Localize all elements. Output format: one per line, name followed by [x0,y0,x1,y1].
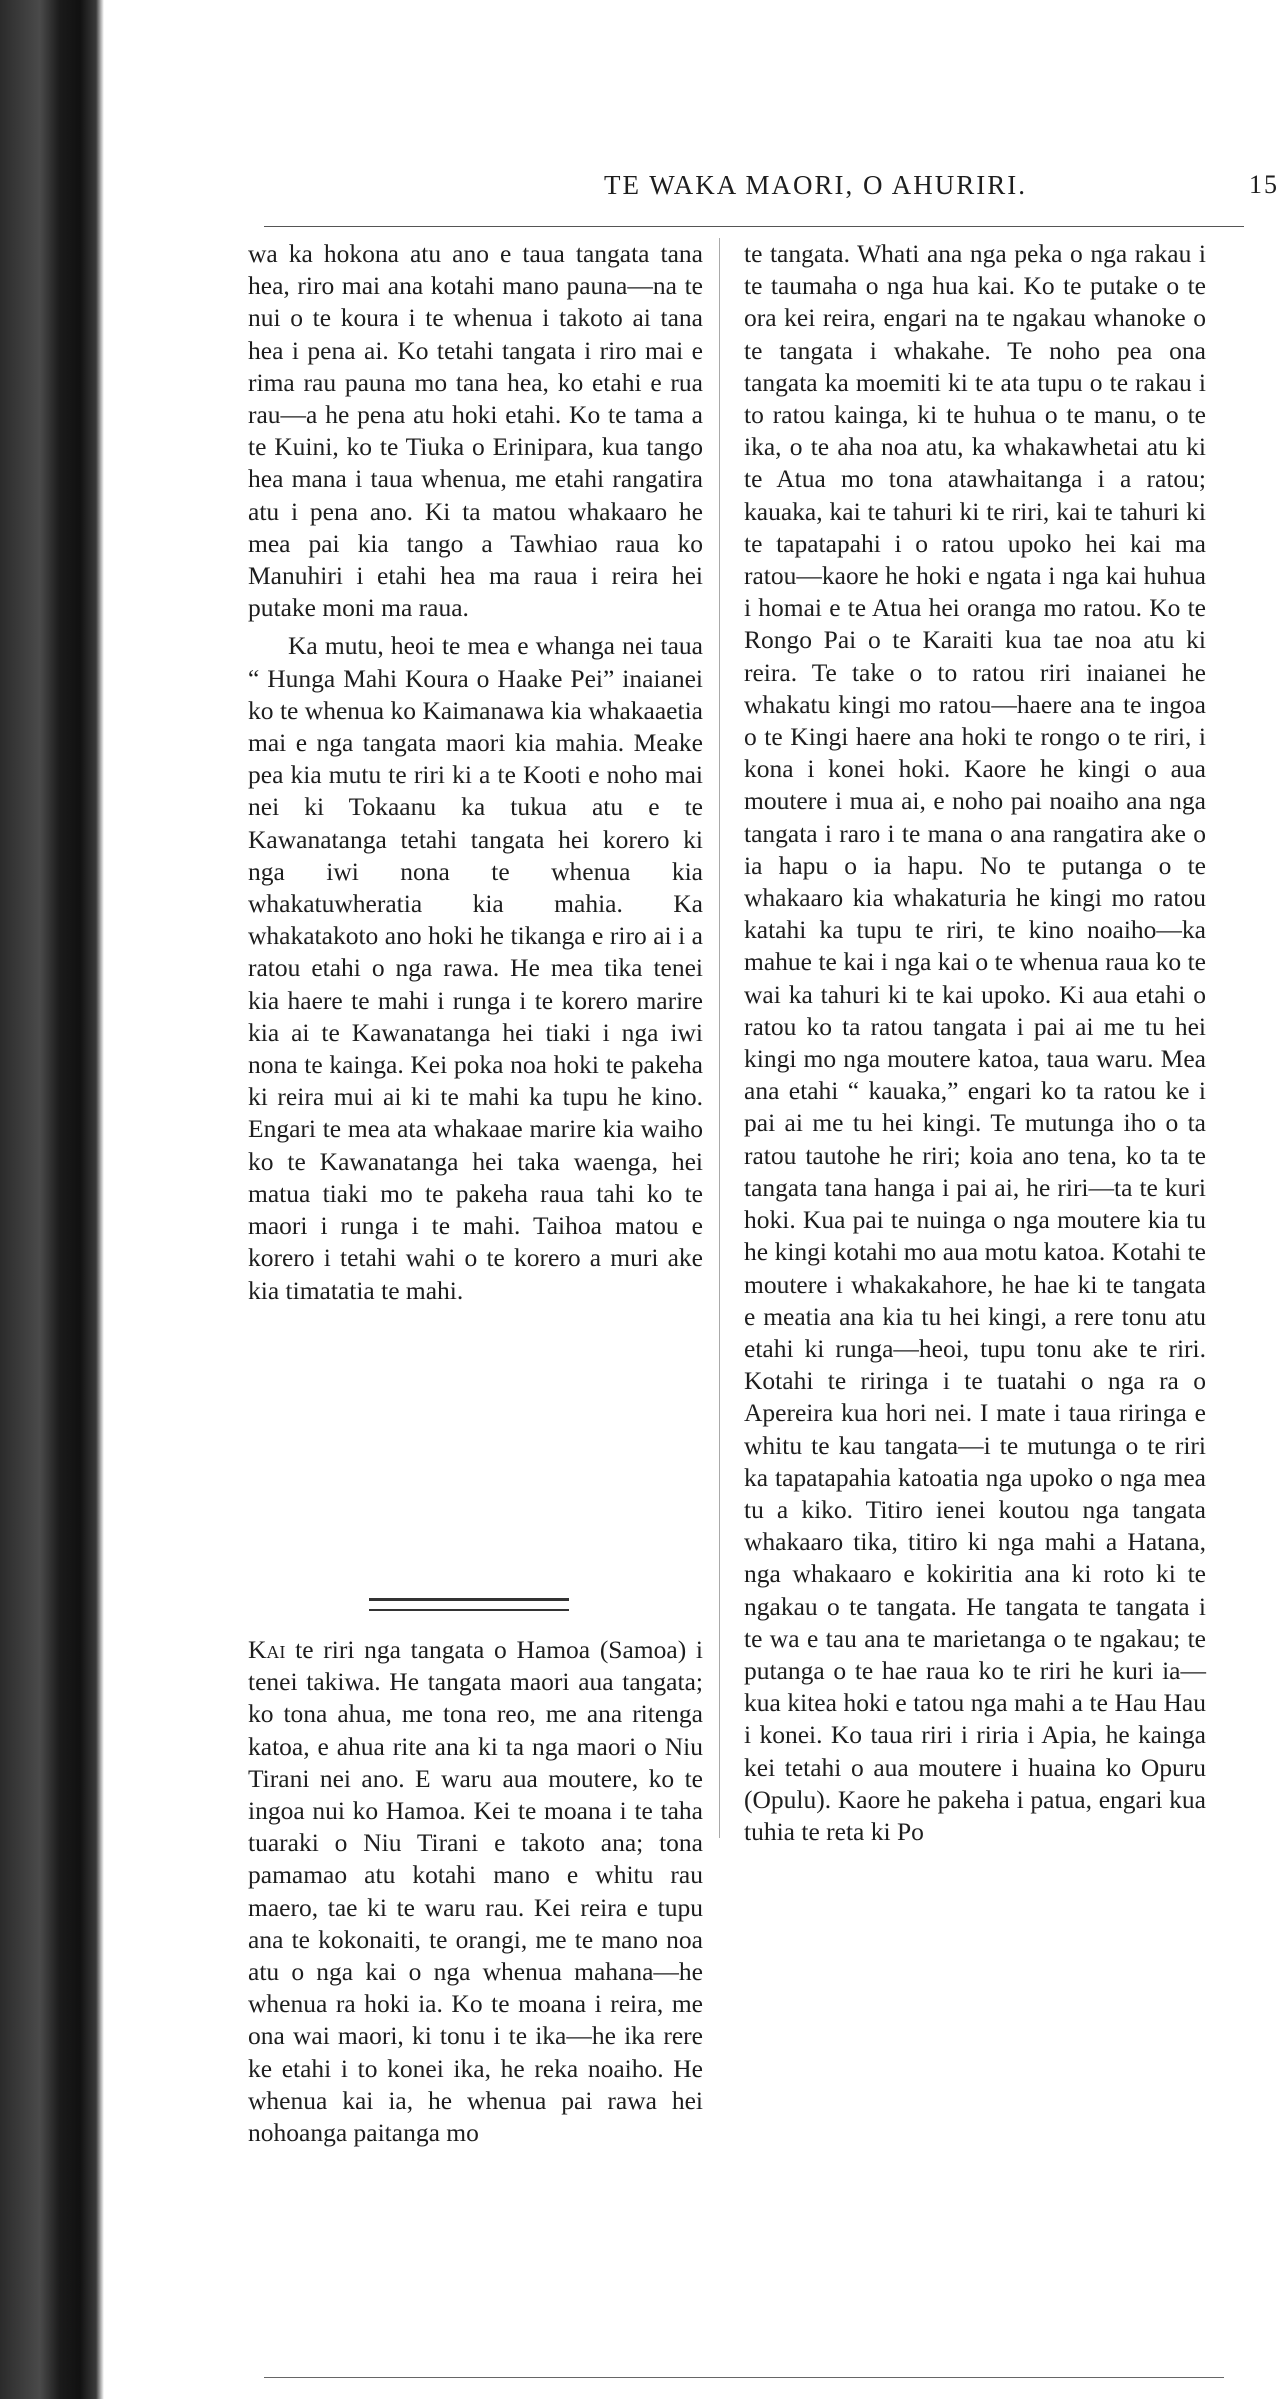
page-number: 15 [1249,170,1279,199]
left-column [248,238,703,1307]
header-rule [264,226,1244,227]
page-title: TE WAKA MAORI, O AHURIRI. [604,170,1028,200]
drop-lead-word: Kai [248,1635,286,1664]
right-column [744,238,1206,1848]
left-paragraph-3 [248,1634,703,2149]
left-paragraph-3-text: te riri nga tangata o Hamoa (Samoa) i tenei takiwa. He tangata maori aua tangata; ko tona ahua, me tona reo, me ana ritenga katoa, e ahua rite ana ki ta nga maori o Niu Tirani nei ano. E waru aua moutere, ko te ingoa nui ko Hamoa. Kei te moana i te taha tuaraki o Niu Tirani e takoto ana; tona pamamao atu kotahi mano e whitu rau maero, tae ki te waru rau. Kei reira e tupu ana te kokonaiti, te orangi, me te mano noa atu o nga kai o nga whenua mahana—he whenua ra hoki ia. Ko te moana i reira, me ona wai maori, ki tonu i te ika—he ika rere ke etahi i to konei ika, he reka noaiho. He whenua kai ia, he whenua pai rawa hei nohoanga paitanga mo [248,1635,703,2148]
page-binding-edge [0,0,104,2399]
left-paragraph-2: Ka mutu, heoi te mea e whanga nei taua “ Hunga Mahi Koura o Haake Pei” inaianei ko te whenua ko Kaimanawa kia whakaaetia mai e nga tangata maori kia mahia. Meake pea kia mutu te riri ki a te Kooti e noho mai nei ki Tokaanu ka tukua atu e te Kawanatanga tetahi tangata hei korero ki nga iwi nona te whenua kia whakatuwheratia kia mahia. Ka whakatakoto ano hoki he tikanga e riro ai i a ratou etahi o nga rawa. He mea tika tenei kia haere te mahi i runga i te korero marire kia ai te Kawanatanga hei tiaki i nga iwi nona te kainga. Kei poka noa hoki te pakeha ki reira mui ai ki te mahi ka tupu he kino. Engari te mea ata whakaae marire kia waiho ko te Kawanatanga hei taka waenga, hei matua tiaki mo te pakeha raua tahi ko te maori i runga i te mahi. Taihoa matou e korero i tetahi wahi o te korero a muri ake kia timatatia te mahi. [248,631,703,1305]
right-paragraph-1: te tangata. Whati ana nga peka o nga rakau i te taumaha o nga hua kai. Ko te putake o te ora kei reira, engari na te ngakau whanoke o te tangata i whakahe. Te noho pea ona tangata ka moemiti ki te ata tupu o te rakau i to ratou kainga, ki te huhua o te manu, o te ika, o te aha noa atu, ka whakawhetai atu ki te Atua mo tona atawhaitanga i a ratou; kauaka, kai te tahuri ki te riri, kai te tahuri ki te tapatapahi i o ratou upoko hei kai ma ratou—kaore he hoki e ngata i nga kai huhua i homai e te Atua hei oranga mo ratou. Ko te Rongo Pai o te Karaiti kua tae noa atu ki reira. Te take o to ratou riri inaianei he whakatu kingi mo ratou—haere ana te ingoa o te Kingi haere ana hoki te rongo o te riri, i kona i konei hoki. Kaore he kingi o aua moutere i mua ai, e noho pai noaiho ana nga tangata i raro i te mana o ana rangatira ake o ia hapu o ia hapu. No te putanga o te whakaaro kia whakaturia he kingi mo ratou katahi ka tupu te riri, te kino noaiho—ka mahue te kai i nga kai o te whenua raua ko te wai ka tahuri ki te kai upoko. Ki aua etahi o ratou ko ta ratou tangata i pai ai me tu hei kingi mo nga moutere katoa, taua waru. Mea ana etahi “ kauaka,” engari ko ta ratou ke i pai ai me tu hei kingi. Te mutunga iho o ta ratou tautohe he riri; koia ano tena, ko ta te tangata tana hanga i pai ai, he riri—ta te kuri hoki. Kua pai te nuinga o nga moutere kia tu he kingi kotahi mo aua motu katoa. Kotahi te moutere i whakakahore, he hae ki te tangata e meatia ana kia tu hei kingi, a rere tonu atu etahi ki runga—heoi, tupu tonu ake te riri. Kotahi te riringa i te tuatahi o nga ra o Apereira kua hori nei. I mate i taua riringa e whitu te kau tangata—i te mutunga o te riri ka tapatapahia katoatia nga upoko o nga mea tu a kiko. Titiro ienei koutou nga tangata whakaaro tika, titiro ki nga mahi a Hatana, nga whakaaro e kokiritia ana ki roto ki te ngakau o te tangata. He tangata te tangata i te wa e tau ana te marietanga o te ngakau; te putanga o te hae raua ko te riri he kuri ia—kua kitea hoki e tatou nga mahi a te Hau Hau i konei. Ko taua riri i riria i Apia, he kainga kei tetahi o aua moutere i huaina ko Opuru (Opulu). Kaore he pakeha i patua, engari kua tuhia te reta ki Po [744,239,1206,1846]
left-column-article-2 [248,1634,703,2149]
column-divider [719,238,720,1838]
footer-rule [264,2377,1224,2378]
article-separator [369,1598,569,1611]
newspaper-page [104,0,1280,2399]
left-paragraph-1: wa ka hokona atu ano e taua tangata tana hea, riro mai ana kotahi mano pauna—na te nui o te koura i te whenua i takoto ai tana hea i pena ai. Ko tetahi tangata i riro mai e rima rau pauna mo tana hea, ko etahi e rua rau—a he pena atu hoki etahi. Ko te tama a te Kuini, ko te Tiuka o Erinipara, kua tango hea mana i taua whenua, me etahi rangatira atu i pena ano. Ki ta matou whakaaro he mea pai kia tango a Tawhiao raua ko Manuhiri i etahi hea ma raua i reira hei putake moni ma raua. [248,239,703,623]
